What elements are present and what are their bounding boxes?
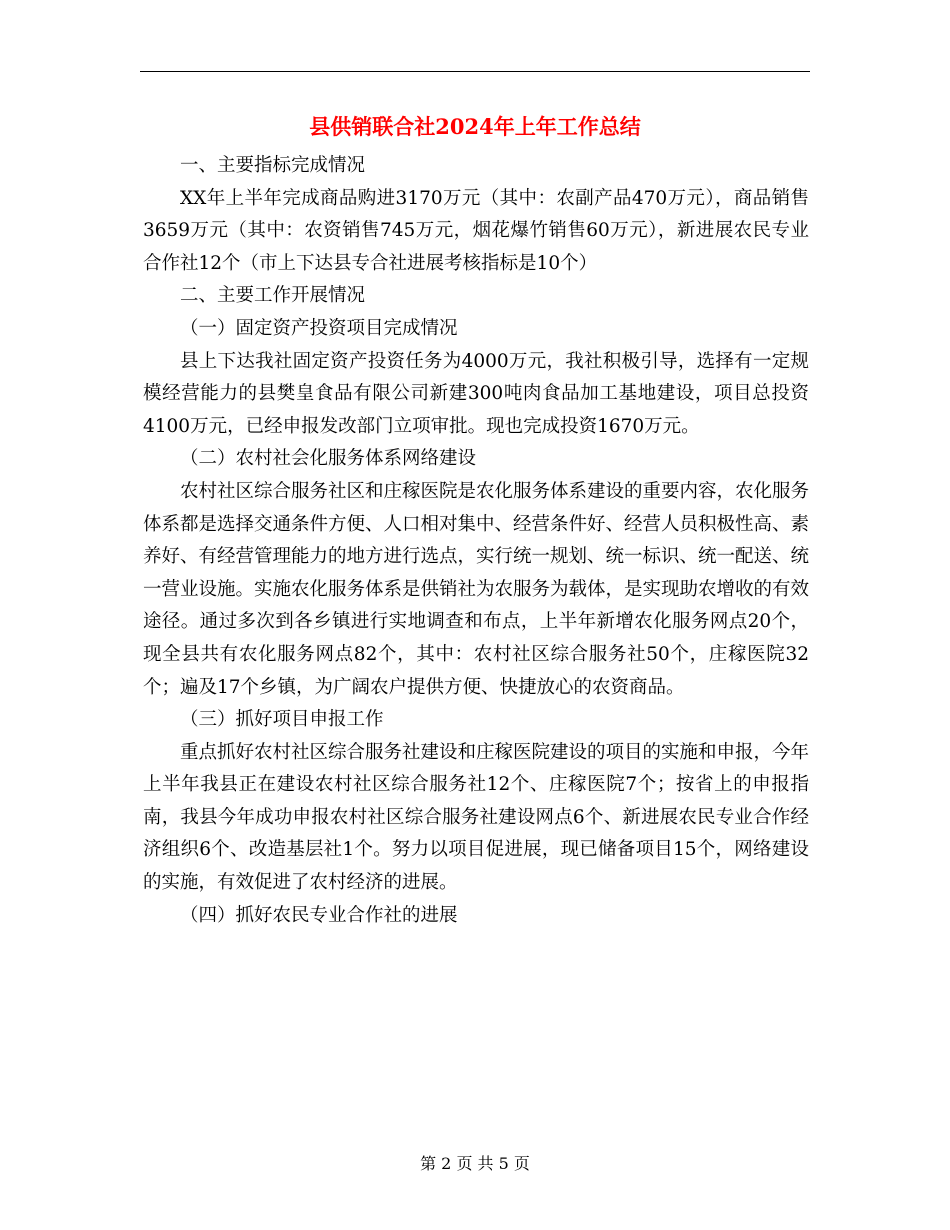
subsection-heading-2: （二）农村社会化服务体系网络建设 xyxy=(180,448,477,470)
section-heading-1: 一、主要指标完成情况 xyxy=(180,155,366,176)
document-title: 县供销联合社2024年上年工作总结 xyxy=(309,114,641,139)
section-heading-2: 二、主要工作开展情况 xyxy=(180,285,366,307)
paragraph-fixed-assets: 县上下达我社固定资产投资任务为4000万元，我社积极引导，选择有一定规模经营能力的县樊皇食品有限公司新建300吨肉食品加工基地建设，项目总投资4100万元，已经申报发改部门立项审批。现也完成投资1670万元。 xyxy=(143,350,809,437)
subsection-heading-1: （一）固定资产投资项目完成情况 xyxy=(180,317,458,339)
document-body xyxy=(143,150,809,932)
paragraph-service-network: 农村社区综合服务社区和庄稼医院是农化服务体系建设的重要内容，农化服务体系都是选择交通条件方便、人口相对集中、经营条件好、经营人员积极性高、素养好、有经营管理能力的地方进行选点，实行统一规划、统一标识、统一配送、统一营业设施。实施农化服务体系是供销社为农服务为载体，是实现助农增收的有效途径。通过多次到各乡镇进行实地调查和布点，上半年新增农化服务网点20个，现全县共有农化服务网点82个，其中：农村社区综合服务社50个，庄稼医院32个；遍及17个乡镇，为广阔农户提供方便、快捷放心的农资商品。 xyxy=(143,480,810,698)
page-number: 第 2 页 共 5 页 xyxy=(420,1154,530,1173)
paragraph-indicators: XX年上半年完成商品购进3170万元（其中：农副产品470万元），商品销售3659万元（其中：农资销售745万元，烟花爆竹销售60万元），新进展农民专业合作社12个（市上下达县专合社进展考核指标是10个） xyxy=(143,187,809,274)
subsection-heading-3: （三）抓好项目申报工作 xyxy=(180,709,384,731)
subsection-heading-4: （四）抓好农民专业合作社的进展 xyxy=(180,904,458,926)
paragraph-project-application: 重点抓好农村社区综合服务社建设和庄稼医院建设的项目的实施和申报，今年上半年我县正在建设农村社区综合服务社12个、庄稼医院7个；按省上的申报指南，我县今年成功申报农村社区综合服务社建设网点6个、新进展农民专业合作经济组织6个、改造基层社1个。努力以项目促进展，现已储备项目15个，网络建设的实施，有效促进了农村经济的进展。 xyxy=(143,741,810,894)
header-divider xyxy=(140,71,810,72)
